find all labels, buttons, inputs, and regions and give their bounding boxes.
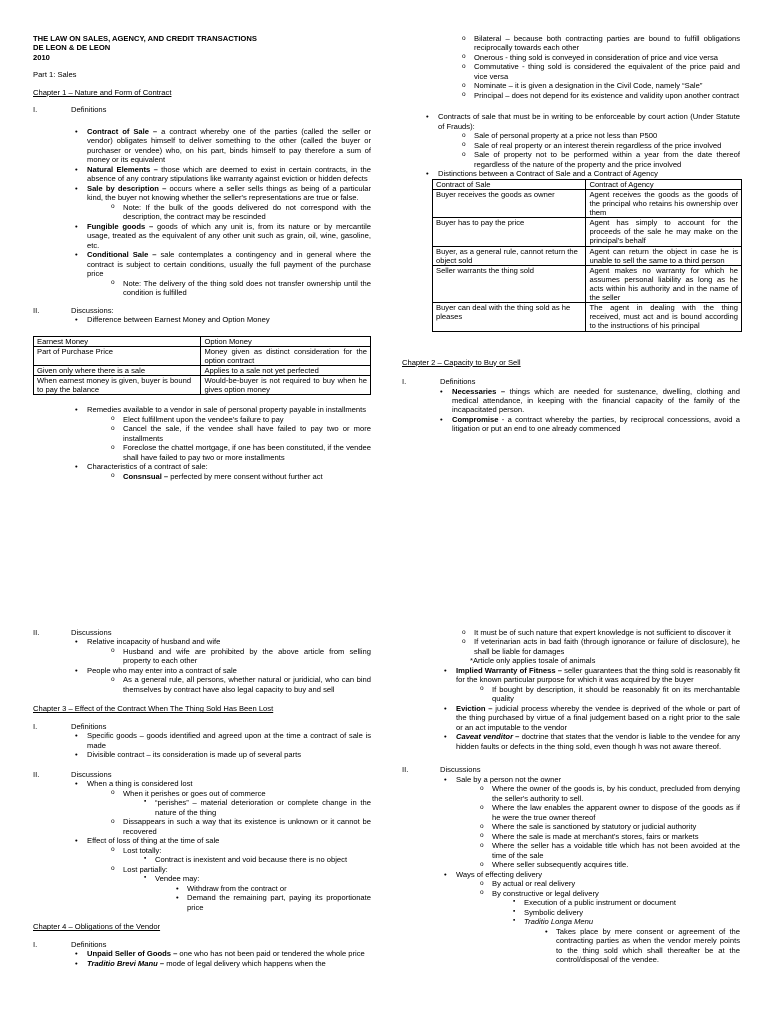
list-item: • Sale by a person not the owner o Where the owner of the goods is, by his conduct, precluded from denying the seller's authority to sell. o Where the law enables the apparent owner to dispose of the goods as if he were the true owner thereof o Where the sale is sanctioned by statutory or judicial authority o Where the sale is made at merchant's stores, fairs or markets o Where the seller has a voidable title which has not been avoided at the time of the sale o Where seller subsequently acquires title. <box>438 775 740 870</box>
chapter-2-heading: Chapter 2 – Capacity to Buy or Sell <box>402 357 521 367</box>
veterinarian-list <box>402 628 740 656</box>
table-cell: Given only where there is a sale <box>34 365 201 375</box>
section-label: Discussions <box>71 769 112 779</box>
table-cell: The agent in dealing with the thing received, must act and is bound according to the instructions of his principal <box>586 303 742 331</box>
table-row <box>433 218 742 246</box>
list-item: • Conditional Sale – sale contemplates a contingency and in general where the contract is subject to certain conditions, usually the full payment of the purchase price o Note: The delivery of the thing sold does not transfer ownership until the condition is fulfilled <box>69 250 371 297</box>
table-cell: Seller warrants the thing sold <box>433 265 586 302</box>
chapter-4-heading: Chapter 4 – Obligations of the Vendor <box>33 922 161 932</box>
section-number: I. <box>33 721 38 731</box>
table-header-cell: Option Money <box>201 336 371 346</box>
section-definitions <box>33 940 371 949</box>
list-item: o Elect fulfillment upon the vendee's failure to pay <box>105 415 371 424</box>
document-title: THE LAW ON SALES, AGENCY, AND CREDIT TRANSACTIONS <box>33 34 257 43</box>
list-item: • Traditio Brevi Manu – mode of legal delivery which happens when the <box>69 959 371 968</box>
earnest-option-table <box>33 336 371 396</box>
part-heading: Part 1: Sales <box>33 70 77 80</box>
table-cell: Would-be-buyer is not required to buy when he gives option money <box>201 376 371 395</box>
list-item: ▪ Symbolic delivery <box>508 908 740 917</box>
section-discussions <box>33 628 371 637</box>
list-item: • Implied Warranty of Fitness – seller guarantees that the thing sold is reasonably fit for the known particular purpose for which it was acquired by the buyer o If bought by description, it should be reasonably fit on its merchantable quality <box>438 666 740 704</box>
section-label: Definitions <box>71 721 107 731</box>
list-item: • People who may enter into a contract of sale o As a general rule, all persons, whether natural or juridicial, who can bind themselves by contract have also legal capacity to buy and sell <box>69 666 371 694</box>
section-number: II. <box>402 765 409 775</box>
section-number: II. <box>33 628 40 637</box>
list-item: • Specific goods – goods identified and agreed upon at the time a contract of sale is made <box>69 731 371 750</box>
discussions-list <box>33 315 371 324</box>
list-item: o Sale of property not to be performed within a year from the date thereof regardless of the nature of the property and the price involved <box>456 150 740 169</box>
sale-agency-table <box>432 179 742 332</box>
characteristics-list <box>402 34 740 100</box>
list-item: o Onerous - thing sold is conveyed in consideration of price and vice versa <box>456 53 740 62</box>
list-item: • When a thing is considered lost o When it perishes or goes out of commerce ▪ “perishes” – material deterioration or complete change in the nature of the thing o Dissappears in such a way that its existence is unknown or it cannot be recovered <box>69 779 371 836</box>
list-item: o Where the sale is sanctioned by statutory or judicial authority <box>474 822 740 831</box>
table-header-cell: Earnest Money <box>34 336 201 346</box>
section-label: Discussions <box>440 765 481 775</box>
list-item: • Sale by description – occurs where a seller sells things as being of a particular kind, the buyer not knowing whether the seller's representations are true or false. o Note: If the bulk of the goods delivered do not correspond with the description, the contract may be rescinded <box>69 184 371 222</box>
section-number: I. <box>33 939 38 949</box>
table-row <box>433 189 742 217</box>
article-note: *Article only applies tosale of animals <box>470 656 596 666</box>
document-year: 2010 <box>33 52 50 62</box>
page-2 <box>0 512 768 1024</box>
document-authors: DE LEON & DE LEON <box>33 43 111 53</box>
list-item: • Demand the remaining part, paying its proportionate price <box>171 893 371 912</box>
section-label: Definitions <box>71 105 107 115</box>
section-discussions <box>33 306 371 315</box>
list-item: o Where the law enables the apparent owner to dispose of the goods as if he were the true owner thereof <box>474 803 740 822</box>
table-cell: Buyer, as a general rule, cannot return the object sold <box>433 246 586 265</box>
table-row <box>34 346 371 365</box>
list-item: o By constructive or legal delivery ▪ Execution of a public instrument or document ▪ Symbolic delivery ▪ Traditio Longa Menu • Takes place by mere consent or agreement of the contracting parties as when the vendor merely points to the thing sold which shall thereafter be at the control/disposal of the vendee. <box>474 889 740 965</box>
list-item: • Fungible goods – goods of which any unit is, from its nature or by mercantile usage, treated as the equivalent of any other unit such as grain, oil, wine, gasoline, etc. <box>69 222 371 250</box>
section-definitions <box>402 377 740 386</box>
table-cell: Part of Purchase Price <box>34 346 201 365</box>
list-item: o Cancel the sale, if the vendee shall have failed to pay two or more installments <box>105 424 371 443</box>
list-item: • Compromise - a contract whereby the parties, by reciprocal concessions, avoid a litigation or put an end to one already commenced <box>434 415 740 434</box>
table-header-row <box>34 336 371 346</box>
table-row <box>433 246 742 265</box>
list-item: o Commutative - thing sold is considered the equivalent of the price paid and vice versa <box>456 62 740 81</box>
list-item: o Nominate – it is given a designation in the Civil Code, namely “Sale” <box>456 81 740 90</box>
list-item: ▪ Traditio Longa Menu • Takes place by mere consent or agreement of the contracting parties as when the vendor merely points to the thing sold which shall thereafter be at the control/disposal of the vendee. <box>508 917 740 964</box>
list-item: o Where the seller has a voidable title which has not been avoided at the time of the sale <box>474 841 740 860</box>
list-item: ▪ Vendee may: • Withdraw from the contract or • Demand the remaining part, paying its proportionate price <box>139 874 371 912</box>
table-cell: Agent can return the object in case he is unable to sell the same to a third person <box>586 246 742 265</box>
list-item: • Effect of loss of thing at the time of sale o Lost totally: ▪ Contract is inexistent and void because there is no object o Lost partially: ▪ Vendee may: • Withdraw from the contract or • Demand the remaining part, paying its proportionate price <box>69 836 371 912</box>
table-row <box>433 265 742 302</box>
list-item: • Takes place by mere consent or agreement of the contracting parties as when the vendor merely points to the thing sold which shall thereafter be at the control/disposal of the vendee. <box>540 927 740 965</box>
list-item: • Necessaries – things which are needed for sustenance, dwelling, clothing and medical attendance, in keeping with the financial capacity of the family of the incapacitated person. <box>434 387 740 415</box>
section-number: I. <box>33 105 38 115</box>
list-item: o Lost totally: ▪ Contract is inexistent and void because there is no object <box>105 846 371 865</box>
list-item: o Lost partially: ▪ Vendee may: • Withdraw from the contract or • Demand the remaining part, paying its proportionate price <box>105 865 371 912</box>
list-item: o Principal – does not depend for its existence and validity upon another contract <box>456 91 740 100</box>
list-item: o Where seller subsequently acquires title. <box>474 860 740 869</box>
section-definitions <box>33 105 371 114</box>
table-cell: Buyer has to pay the price <box>433 218 586 246</box>
list-item: o Where the sale is made at merchant's stores, fairs or markets <box>474 832 740 841</box>
chapter-1-heading: Chapter 1 – Nature and Form of Contract <box>33 87 172 97</box>
discussions-list <box>33 637 371 694</box>
list-item: o When it perishes or goes out of commerce ▪ “perishes” – material deterioration or complete change in the nature of the thing <box>105 789 371 817</box>
discussions-list <box>33 779 371 912</box>
list-item: o Where the owner of the goods is, by his conduct, precluded from denying the seller's authority to sell. <box>474 784 740 803</box>
list-item: ▪ Execution of a public instrument or document <box>508 898 740 907</box>
section-number: I. <box>402 377 407 387</box>
table-cell: Buyer receives the goods as owner <box>433 189 586 217</box>
section-number: II. <box>33 305 40 315</box>
list-item: ▪ Contract is inexistent and void because there is no object <box>139 855 371 864</box>
table-header-cell: Contract of Agency <box>586 179 742 189</box>
list-item: o Bilateral – because both contracting parties are bound to fulfill obligations reciprocally towards each other <box>456 34 740 53</box>
section-label: Definitions <box>71 939 107 949</box>
table-cell: Money given as distinct consideration for the option contract <box>201 346 371 365</box>
section-label: Definitions <box>440 377 476 387</box>
discussions-list <box>402 775 740 965</box>
section-discussions <box>402 765 740 774</box>
section-label: Discussions <box>71 628 112 637</box>
list-item: • Eviction – judicial process whereby the vendee is deprived of the whole or part of the thing purchased by virtue of a final judgement based on a right prior to the sale or an act imputable to the vendor <box>438 704 740 732</box>
table-cell: Agent receives the goods as the goods of the principal who retains his ownership over them <box>586 189 742 217</box>
table-cell: Buyer can deal with the thing sold as he pleases <box>433 303 586 331</box>
page-2-left-column <box>33 628 371 968</box>
list-item: o Consnsual – perfected by mere consent without further act <box>105 472 371 481</box>
list-item: o If veterinarian acts in bad faith (through ignorance or failure of disclosure), he shall be liable for damages <box>456 637 740 656</box>
chapter-3-heading: Chapter 3 – Effect of the Contract When The Thing Sold Has Been Lost <box>33 704 274 714</box>
list-item: • Characteristics of a contract of sale: o Consnsual – perfected by mere consent without further act <box>69 462 371 481</box>
table-row <box>34 376 371 395</box>
list-item: o Note: The delivery of the thing sold does not transfer ownership until the condition is fulfilled <box>105 279 371 298</box>
section-number: II. <box>33 769 40 779</box>
table-cell: Applies to a sale not yet perfected <box>201 365 371 375</box>
list-item: o Foreclose the chattel mortgage, if one has been constituted, if the vendee shall have failed to pay two or more installments <box>105 443 371 462</box>
list-item: o By actual or real delivery <box>474 879 740 888</box>
list-item: • Remedies available to a vendor in sale of personal property payable in installments o Elect fulfillment upon the vendee's failure to pay o Cancel the sale, if the vendee shall have failed to pay two or more installments o Foreclose the chattel mortgage, if one has been constituted, if the vendee shall have failed to pay two or more installments <box>69 405 371 462</box>
table-row <box>433 303 742 331</box>
definitions-list <box>33 127 371 298</box>
list-item: • Caveat venditor – doctrine that states that the vendor is liable to the vendee for any hidden faults or defects in the thing sold, even though h was not aware thereof. <box>438 732 740 751</box>
list-item: • Unpaid Seller of Goods – one who has not been paid or tendered the whole price <box>69 949 371 958</box>
table-header-cell: Contract of Sale <box>433 179 586 189</box>
list-item: o Note: If the bulk of the goods delivered do not correspond with the description, the contract may be rescinded <box>105 203 371 222</box>
table-cell: Agent has simply to account for the proceeds of the sale he may make on the principal's behalf <box>586 218 742 246</box>
definitions-list <box>33 731 371 759</box>
list-item: • Contracts of sale that must be in writing to be enforceable by court action (Under Statute of Frauds): o Sale of personal property at a price not less than P500 o Sale of real property or an interest therein regardless of the price involved o Sale of property not to be performed within a year from the date thereof regardless of the nature of the property and the price involved <box>420 112 740 169</box>
list-item: • Natural Elements – those which are deemed to exist in certain contracts, in the absence of any contrary stipulations like warranty against eviction or hidden defects <box>69 165 371 184</box>
list-item: o As a general rule, all persons, whether natural or juridicial, who can bind themselves by contract have also legal capacity to buy and sell <box>105 675 371 694</box>
list-item: ▪ “perishes” – material deterioration or complete change in the nature of the thing <box>139 798 371 817</box>
list-item: o If bought by description, it should be reasonably fit on its merchantable quality <box>474 685 740 704</box>
list-item: o Husband and wife are prohibited by the above article from selling property to each other <box>105 647 371 666</box>
list-item: • Difference between Earnest Money and Option Money <box>69 315 371 324</box>
list-item: • Ways of effecting delivery o By actual or real delivery o By constructive or legal delivery ▪ Execution of a public instrument or document ▪ Symbolic delivery ▪ Traditio Longa Menu • Takes place by mere consent or agreement of the contracting parties as when the vendor merely points to the thing sold which shall thereafter be at the control/disposal of the vendee. <box>438 870 740 965</box>
list-item: • Relative incapacity of husband and wife o Husband and wife are prohibited by the above article from selling property to each other <box>69 637 371 665</box>
section-discussions <box>33 770 371 779</box>
page-1-left-column <box>33 34 371 481</box>
writing-list <box>402 112 740 178</box>
list-item: • Contract of Sale – a contract whereby one of the parties (called the seller or vendor) obligates himself to deliver something to the other (called the buyer or purchaser or vendee) who, on his part, binds himself to pay therefore a sum of money or its equivalent <box>69 127 371 165</box>
table-cell: When earnest money is given, buyer is bound to pay the balance <box>34 376 201 395</box>
list-item: • Withdraw from the contract or <box>171 884 371 893</box>
list-item: o Sale of personal property at a price not less than P500 <box>456 131 740 140</box>
definitions-list <box>402 387 740 434</box>
list-item: • Distinctions between a Contract of Sale and a Contract of Agency <box>420 169 740 178</box>
definitions-list <box>33 949 371 968</box>
table-header-row <box>433 179 742 189</box>
list-item: o Dissappears in such a way that its existence is unknown or it cannot be recovered <box>105 817 371 836</box>
page-2-right-column <box>402 628 740 964</box>
list-item: o It must be of such nature that expert knowledge is not sufficient to discover it <box>456 628 740 637</box>
list-item: • Divisible contract – its consideration is made up of several parts <box>69 750 371 759</box>
remedies-list <box>33 405 371 481</box>
section-definitions <box>33 722 371 731</box>
page-1-right-column <box>402 34 740 434</box>
section-label: Discussions: <box>71 305 114 315</box>
table-cell: Agent makes no warranty for which he assumes personal liability as long as he acts within his authority and in the name of the seller <box>586 265 742 302</box>
table-row <box>34 365 371 375</box>
definitions-list <box>402 666 740 751</box>
list-item: o Sale of real property or an interest therein regardless of the price involved <box>456 141 740 150</box>
